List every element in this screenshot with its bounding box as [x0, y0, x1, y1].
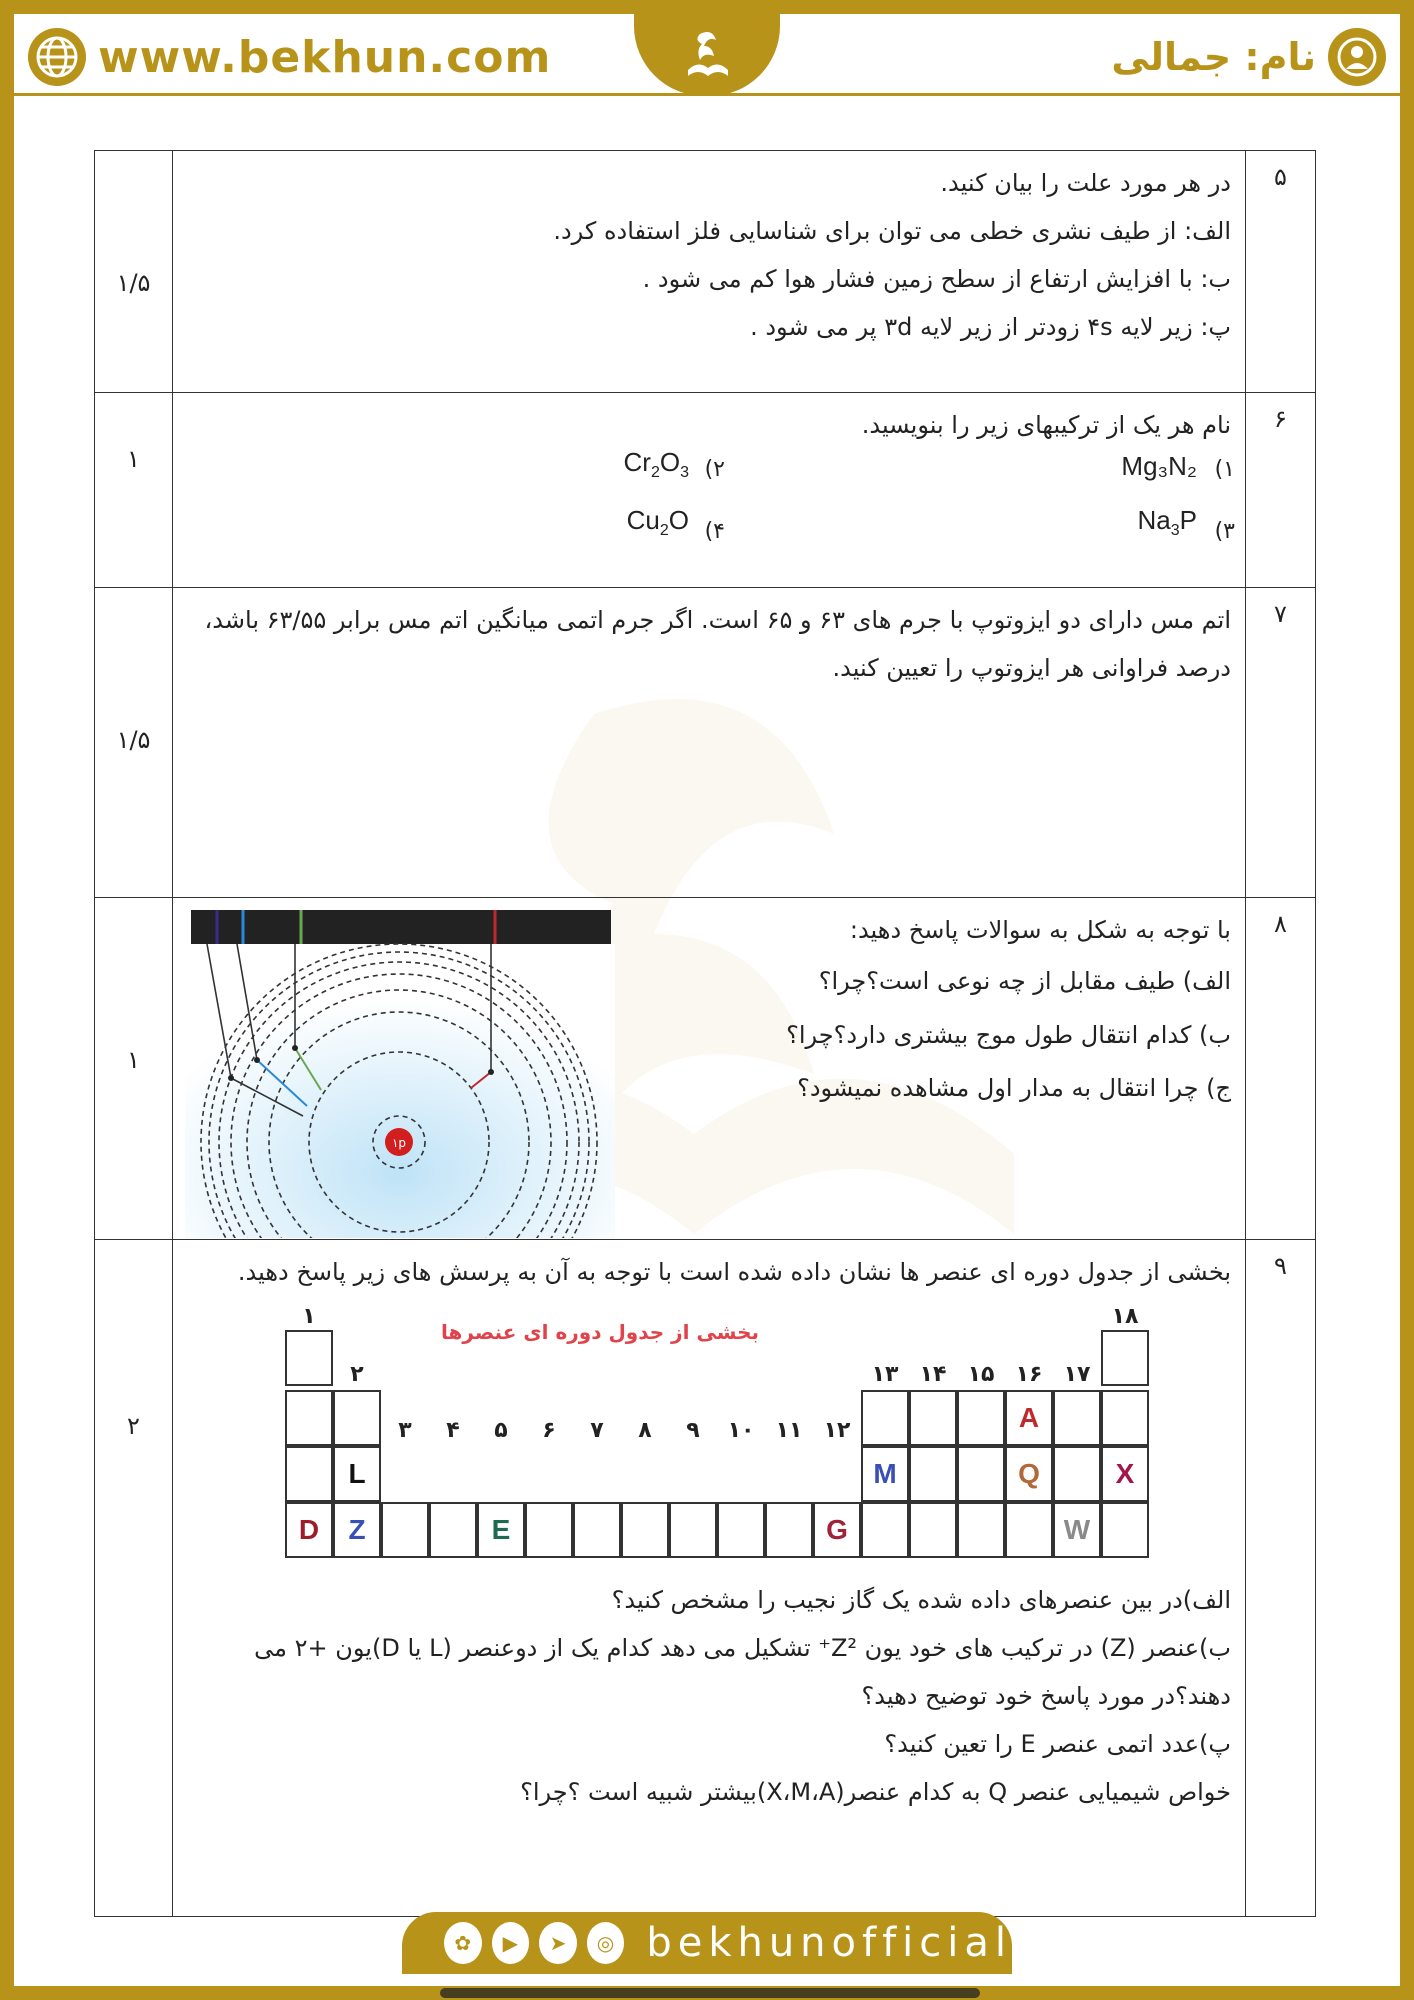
table-cell [1101, 1330, 1149, 1386]
table-cell [957, 1390, 1005, 1446]
table-cell [333, 1390, 381, 1446]
compound-formula: $Cu_2O$ [626, 505, 689, 540]
footer-social [402, 1912, 1012, 1974]
compound-formula: Mg₃N₂ [1121, 451, 1197, 481]
instagram-icon[interactable]: ◎ [587, 1922, 625, 1964]
question-line: الف) طیف مقابل از چه نوعی است؟چرا؟ [818, 967, 1231, 995]
question-line: خواص شیمیایی عنصر Q به کدام عنصر(X،M،A)بیشتر شبیه است ؟چرا؟ [520, 1778, 1231, 1806]
element-L: L [333, 1446, 381, 1502]
question-row [95, 151, 1315, 393]
question-row [95, 393, 1315, 588]
table-cell [861, 1390, 909, 1446]
element-W: W [1053, 1502, 1101, 1558]
question-number: ۵ [1245, 151, 1315, 392]
question-row [95, 588, 1315, 898]
table-cell [1053, 1446, 1101, 1502]
page [14, 14, 1400, 1986]
spectrum-bar [191, 910, 611, 944]
social-handle[interactable]: bekhunofficial [646, 1920, 1013, 1966]
element-Q: Q [1005, 1446, 1053, 1502]
site-link[interactable] [28, 28, 551, 86]
question-row [95, 1240, 1315, 1916]
group-label: ۸ [638, 1418, 652, 1443]
question-number: ۶ [1245, 393, 1315, 587]
telegram-icon[interactable]: ➤ [539, 1922, 577, 1964]
question-line: ب: با افزایش ارتفاع از سطح زمین فشار هوا کم می شود . [642, 265, 1231, 293]
question-line: پ: زیر لایه ۴s زودتر از زیر لایه ۳d پر می شود . [750, 313, 1231, 341]
periodic-table [285, 1304, 1165, 1600]
question-body [173, 588, 1245, 897]
group-label: ۱۱ [775, 1418, 803, 1443]
compound-number: ۲) [704, 457, 725, 482]
question-line: ج) چرا انتقال به مدار اول مشاهده نمیشود؟ [797, 1074, 1231, 1102]
question-line: با توجه به شکل به سوالات پاسخ دهید: [849, 916, 1231, 944]
site-url[interactable]: www.bekhun.com [98, 31, 552, 83]
table-cell [957, 1502, 1005, 1558]
group-label: ۳ [398, 1418, 412, 1443]
group-label: ۴ [446, 1418, 460, 1443]
group-label: ۱۶ [1015, 1362, 1043, 1387]
group-label: ۲ [350, 1362, 364, 1387]
table-cell [909, 1446, 957, 1502]
question-number: ۹ [1245, 1240, 1315, 1916]
question-line: الف)در بین عنصرهای داده شده یک گاز نجیب را مشخص کنید؟ [611, 1586, 1231, 1614]
periodic-table-title: بخشی از جدول دوره ای عنصرها [441, 1320, 759, 1344]
table-cell [573, 1502, 621, 1558]
table-cell [621, 1502, 669, 1558]
question-body [173, 151, 1245, 392]
group-label: ۱۲ [823, 1418, 851, 1443]
compound-formula: $Cr_2O_3$ [623, 447, 689, 482]
question-intro: بخشی از جدول دوره ای عنصر ها نشان داده شده است با توجه به آن به پرسش های زیر پاسخ دهید. [237, 1258, 1231, 1286]
group-label: ۷ [590, 1418, 604, 1443]
compound-number: ۱) [1214, 457, 1235, 482]
group-label: ۹ [686, 1418, 700, 1443]
compound-number: ۴) [704, 519, 725, 544]
table-cell [717, 1502, 765, 1558]
question-line: نام هر یک از ترکیبهای زیر را بنویسید. [861, 411, 1231, 439]
group-label: ۶ [542, 1418, 556, 1443]
table-cell [381, 1502, 429, 1558]
table-cell [525, 1502, 573, 1558]
group-label: ۱۳ [871, 1362, 899, 1387]
table-cell [1053, 1390, 1101, 1446]
nucleus-label: ۱p [391, 1136, 407, 1150]
table-cell [765, 1502, 813, 1558]
group-label: ۱۷ [1063, 1362, 1091, 1387]
group-label: ۱۰ [727, 1418, 755, 1443]
group-label: ۵ [494, 1418, 508, 1443]
name-label: نام: جمالی [1111, 35, 1316, 79]
question-score: ۱/۵ [95, 151, 173, 392]
element-X: X [1101, 1446, 1149, 1502]
aparat-icon[interactable]: ✿ [444, 1922, 482, 1964]
compound-number: ۳) [1214, 519, 1235, 544]
question-line: ب)عنصر (Z) در ترکیب های خود یون Z²⁺ تشکیل می دهد کدام یک از دوعنصر (L یا D)یون +۲ می [254, 1634, 1231, 1662]
table-cell [285, 1390, 333, 1446]
group-label: ۱۵ [967, 1362, 995, 1387]
table-cell [1101, 1502, 1149, 1558]
student-name [1111, 28, 1386, 86]
question-line: اتم مس دارای دو ایزوتوپ با جرم های ۶۳ و ۶۵ است. اگر جرم اتمی میانگین اتم مس برابر ۶۳/۵۵ باشد، [204, 606, 1231, 634]
table-cell [1005, 1502, 1053, 1558]
element-E: E [477, 1502, 525, 1558]
table-cell [1101, 1390, 1149, 1446]
table-cell [669, 1502, 717, 1558]
book-logo-icon [682, 24, 732, 84]
table-cell [285, 1446, 333, 1502]
globe-icon [28, 28, 86, 86]
group-label: ۱ [302, 1304, 316, 1329]
element-D: D [285, 1502, 333, 1558]
group-label: ۱۴ [919, 1362, 947, 1387]
question-table [94, 150, 1316, 1917]
question-line: دهند؟در مورد پاسخ خود توضیح دهید؟ [861, 1682, 1231, 1710]
element-M: M [861, 1446, 909, 1502]
question-subparts [185, 1576, 1231, 1816]
table-cell [909, 1502, 957, 1558]
question-number: ۸ [1245, 898, 1315, 1239]
question-score: ۱/۵ [95, 588, 173, 897]
group-label: ۱۸ [1111, 1304, 1139, 1329]
brand-logo [634, 14, 780, 96]
question-line: الف: از طیف نشری خطی می توان برای شناسایی فلز استفاده کرد. [553, 217, 1231, 245]
element-G: G [813, 1502, 861, 1558]
footer-shadow [440, 1988, 980, 1998]
question-score: ۲ [95, 1240, 173, 1916]
question-line: پ)عدد اتمی عنصر E را تعین کنید؟ [884, 1730, 1231, 1758]
element-Z: Z [333, 1502, 381, 1558]
table-cell [285, 1330, 333, 1386]
question-line: در هر مورد علت را بیان کنید. [940, 169, 1231, 197]
youtube-icon[interactable]: ▶ [492, 1922, 530, 1964]
table-cell [957, 1446, 1005, 1502]
user-icon [1328, 28, 1386, 86]
question-row [95, 898, 1315, 1240]
question-number: ۷ [1245, 588, 1315, 897]
compound-formula: $Na_3P$ [1137, 505, 1197, 540]
question-line: ب) کدام انتقال طول موج بیشتری دارد؟چرا؟ [786, 1021, 1231, 1049]
question-line: درصد فراوانی هر ایزوتوپ را تعیین کنید. [832, 654, 1231, 682]
element-A: A [1005, 1390, 1053, 1446]
table-cell [429, 1502, 477, 1558]
bohr-model-figure [185, 906, 615, 1238]
header [14, 14, 1400, 96]
question-body [173, 393, 1245, 587]
question-score: ۱ [95, 393, 173, 587]
question-score: ۱ [95, 898, 173, 1239]
table-cell [909, 1390, 957, 1446]
table-cell [861, 1502, 909, 1558]
